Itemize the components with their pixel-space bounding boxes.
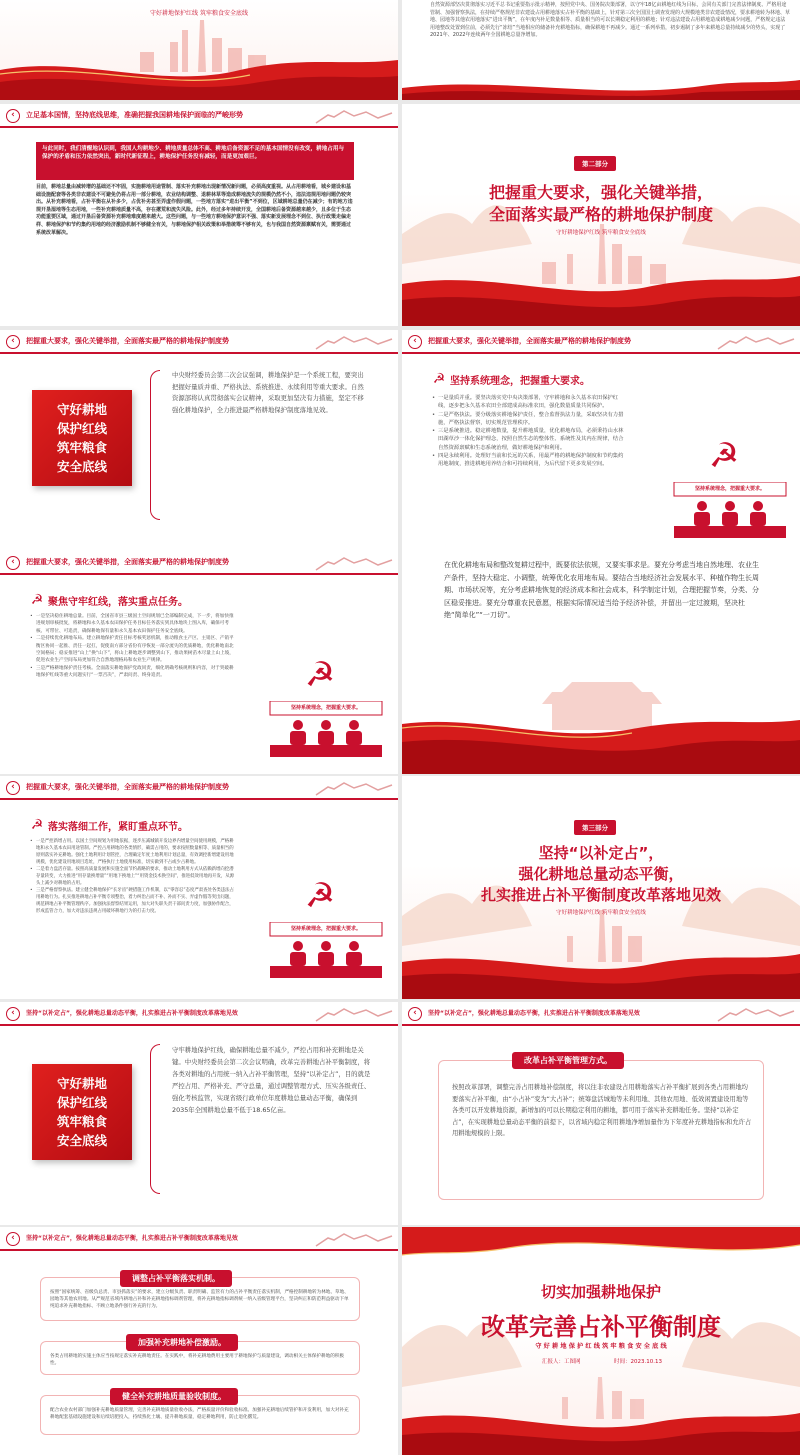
bracket-decoration	[150, 1044, 160, 1194]
slogan-line: 筑牢粮食	[56, 1114, 107, 1129]
closing-subtitle: 守 好 耕 地 保 护 红 线 筑 牢 粮 食 安 全 底 线	[535, 1343, 667, 1350]
slide-header	[0, 1002, 398, 1026]
part-subtitle: 守好耕地保护红线 筑牢粮食安全底线	[556, 230, 646, 236]
tasks-list	[30, 613, 236, 680]
slogan-line: 守好耕地	[56, 1076, 107, 1091]
slide-text-continuation[interactable]	[402, 0, 800, 100]
list-item: • 一是坚决稳住耕地总量。目前，全国省市县三级国土空间规划已全部编制完成，下一步，将加快推进规划审核批复，将耕地和永久基本农田保护任务目标任务落实到具体地块上图入库，确保可考核、可带位、可追责，确保耕地保有量和永久基本农田保护任务安全底线。	[30, 613, 236, 635]
slide-header	[402, 1002, 800, 1026]
great-wall-icon	[314, 554, 394, 572]
slide-total-balance[interactable]	[0, 1002, 398, 1225]
back-arrow-icon[interactable]: ‹	[6, 1007, 20, 1021]
back-arrow-icon[interactable]: ‹	[408, 335, 422, 349]
podium-banner-text: 坚持系统理念，把握重大要求。	[694, 486, 765, 492]
great-wall-icon	[716, 333, 796, 351]
red-wave-decoration	[402, 70, 800, 100]
reform-text: 按照改革部署，调整完善占用耕地补偿制度，将以往非农建设占用耕地落实占补平衡扩展到各类占用耕地均要落实占补平衡，由“小占补”变为“大占补”；统筹盘活城地等未利用地、其他农用地、低效闲置建设用地等各类可以开发耕地资源，新增加的可以长期稳定利用的耕地，都可用于落实补充耕地任务。坚持“以补定占”，在实现耕地总量动态平衡的前提下，以省域内稳定利用耕地净增加量作为下年度补充耕地指标和允许占用耕地规模的上限。	[452, 1084, 752, 1137]
party-emblem-icon: ☭	[30, 592, 44, 608]
slogan-line: 保护红线	[56, 1095, 107, 1110]
continuation-text: 自然资源部坚决贯彻落实习近平总书记重要指示批示精神，按照党中央、国务院决策部署，以守牢18亿亩耕地红线为目标，会同有关部门完善法律制度、严格用途管制、加强督察执法，在持续严格规范非农建设占用耕地落实占补平衡的基础上，针对第三次全国国土调查发现的大规模地类非农建设情况，要求耕地转为林地、草地、园地等其他农用地落实“进出平衡”，在年度内补足数量相等、质量相当的可以长期稳定利用的耕地；针对违法建设占用耕地造成耕地减少问题，严格规定违法用地整改处置到位前，必须先行“冻结”当地相应的储备补充耕地指标，确保耕地不再减少。通过一系列举措，初步遏制了多年来耕地总量持续减少的势头，实现了2021年、2022年连续两年全国耕地总量净增加。	[430, 2, 791, 39]
back-arrow-icon[interactable]: ‹	[6, 335, 20, 349]
header-title: 把握重大要求，强化关键举措，全面落实最严格的耕地保护制度势	[26, 783, 229, 791]
date-label: 时间：2023.10.13	[614, 1359, 662, 1365]
cover-subtitle: 守好耕地保护红线 筑牢粮食安全底线	[150, 10, 248, 17]
list-item: • 三是严格耕地保护责任考核。全面落实耕地保护党政同责，细化明确考核规则和内容，对于突破耕地保护红线等重大问题实行“一票否决”，严肃问责、终身追责。	[30, 665, 236, 680]
great-wall-icon	[314, 779, 394, 797]
balance-text: 守牢耕地保护红线，确保耕地总量不减少，严控占用和补充耕地是关键。中央财经委员会第二次会议明确，改革完善耕地占补平衡制度，将各类对耕地的占用统一纳入占补平衡管理，坚持“以补定占”，目的就是严控占用、严格补充、严守总量，通过调整管理方式、压实各级责任、强化考核监管，实现省级行政单位年度耕地总量动态平衡，确保到2035年全国耕地总量不低于18.65亿亩。	[172, 1046, 371, 1114]
list-item: • 四是永续利用。处理好当前和长远的关系，用最严格的耕地保护制度和节约集约用地制度，推进耕地用养结合和可持续利用，为后代留下更多发展空间。	[432, 452, 628, 469]
header-title: 把握重大要求，强化关键举措，全面落实最严格的耕地保护制度势	[428, 337, 631, 345]
slide-header	[0, 330, 398, 354]
part-title-line3: 扎实推进占补平衡制度改革落地见效	[480, 886, 721, 904]
list-item: • 二是严格执法。要分级落实耕地保护责任，整合监督执法力量，采取坚决有力措施，严格执法督察，切实规范管理秩序。	[432, 411, 628, 428]
part-label: 第三部分	[574, 820, 616, 835]
header-title: 坚持“以补定占”，强化耕地总量动态平衡，扎实推进占补平衡制度改革落地见效	[26, 1235, 238, 1242]
header-title: 立足基本国情，坚持底线思维，准确把握我国耕地保护面临的严峻形势	[26, 111, 243, 119]
section-title: 落实落细工作，紧盯重点环节。	[48, 822, 188, 833]
reporter-label: 汇报人：工图网	[542, 1359, 581, 1365]
slogan-line: 筑牢粮食	[56, 440, 107, 455]
section-pill: 健全补充耕地质量验收制度。	[110, 1388, 238, 1405]
header-title: 把握重大要求，强化关键举措，全面落实最严格的耕地保护制度势	[26, 558, 229, 566]
podium-banner-text: 坚持系统理念，把握重大要求。	[290, 926, 361, 932]
slide-header	[0, 776, 398, 800]
highlight-banner	[36, 142, 354, 180]
great-wall-icon	[314, 1005, 394, 1023]
great-wall-icon	[314, 333, 394, 351]
slogan-box	[32, 1064, 132, 1160]
part-title-line1: 坚持“以补定占”，	[538, 844, 664, 862]
podium-banner-text: 坚持系统理念，把握重大要求。	[290, 705, 361, 711]
highlight-text: 与此同时，我们清醒地认识到，我国人均耕地少、耕地质量总体不高、耕地后备资源不足的基本国情没有改变，耕地占用与保护的矛盾和压力依然突出，新时代新征程上，耕地保护任务没有减轻，而是更加艰巨。	[42, 146, 345, 160]
slide-key-tasks[interactable]	[0, 551, 398, 774]
back-arrow-icon[interactable]: ‹	[408, 1007, 422, 1021]
links-list	[30, 838, 236, 915]
slide-reform-management[interactable]	[402, 1002, 800, 1225]
tiananmen-wave-illustration	[402, 674, 800, 774]
list-item: • 三是严格督察执法。建立健全耕地保护“长牙齿”硬措施工作机制，以“零容忍”态度严肃查处各类违法占用耕地行为。扎实推进耕地占补平衡专项整治，着力纠治占而不补、补而不实、弄虚作假等突出问题，规范耕地占补平衡管理秩序。加强执法督察结果运用，加大对失职失责干部问责力度，加强协作配合，形成监管合力，加大对违法违规占用破坏耕地行为的打击力度。	[30, 887, 236, 915]
party-emblem-icon: ☭	[432, 371, 446, 387]
closing-title-line2: 改革完善占补平衡制度	[481, 1313, 721, 1341]
slide-system-concept[interactable]	[402, 330, 800, 553]
slogan-line: 保护红线	[56, 421, 107, 436]
list-item: • 二是着力盘活存量。按照高质量发展和实施全面节约战略的要求，推动土地利用方式从依赖新增向挖潜存量转变，大力推进“用存量换增量”“用地下换地上”“用资金技术换空间”，推进低效用地再开发，从源头上减少对耕地的占用。	[30, 866, 236, 887]
section-text: 配合农业农村部门加强补充耕地质量管理，完善补充耕地质量验收办法，严格质量评价和验收标准。加强补充耕地后续管护和开发利用，加大对补充耕地配套基础设施建设和后续培肥投入，持续熟化土壤、提升耕地质量，稳定耕地利用，防止退化撂荒。	[50, 1408, 349, 1421]
party-emblem-large-icon: ☭	[304, 876, 336, 916]
section-text: 各类占用耕地的实施主体应当按规定落实补充耕地责任。在实践中，将补充耕地费用主要用于耕地保护与质量建设，调动相关主体保护耕地的积极性。	[50, 1354, 345, 1367]
section-text: 按照“国家统筹、省级负总责、市县抓落实”的要求，建立分级负责、职责明确、监管有力的占补平衡责任落实机制，严格控制耕地转为林地、草地、园地等其他农用地。从严规范省域内耕地占补和补充耕地指标调剂管理，将补充耕地指标调剂统一纳入省级管理平台，坚决纠正和防范利益驱动下单纯追求补充耕地指标、不顾立地条件强行补充的行为。	[50, 1290, 349, 1310]
section-title: 坚持系统理念，把握重大要求。	[450, 376, 590, 387]
party-emblem-icon: ☭	[30, 817, 44, 833]
part-subtitle: 守好耕地保护红线 筑牢粮食安全底线	[556, 910, 646, 916]
part-title-line2: 全面落实最严格的耕地保护制度	[488, 205, 713, 224]
list-item: • 一是严控新增占用。以国土空间规划为用地依据，逐步压减城镇开发边界内增量空间使用规模，严格耕地和永久基本农田用途管制。严控占用耕地的各类情形，确需占用的，要求按照数量相等、质量相当的原则落实补充耕地。强化土地利用计划管控，合理确定年度土地利用计划总量，有效调控新增建设用地规模，优化建设用地项目选址，严格执行土地使用标准，切实做到不占或少占耕地。	[30, 838, 236, 866]
slide-header	[0, 104, 398, 128]
list-item: • 二是持续优化耕地布局。建立耕地保护责任目标考核奖惩机制，推动粮食主产区、主销区、产销平衡区协同一起推、责任一起扛，促使南方部分省份有序恢复一部分流失的优质耕地，优化耕地南北空间格局；稳妥推进“山上”换“山下”，将山上耕地逐步调整到山下，推动果树苗木尽量上山上坡，促进农业生产空间布局更加符合自然地理格局和农业生产规律。	[30, 635, 236, 665]
section-pill: 改革占补平衡管理方式。	[512, 1052, 624, 1069]
great-wall-icon	[314, 1230, 394, 1248]
slide-situation[interactable]	[0, 104, 398, 326]
slide-implementation-mechanisms[interactable]	[0, 1227, 398, 1455]
party-emblem-large-icon: ☭	[708, 436, 740, 476]
slide-key-links[interactable]	[0, 776, 398, 999]
back-arrow-icon[interactable]: ‹	[6, 109, 20, 123]
requirements-list	[432, 394, 628, 469]
great-wall-icon	[716, 1005, 796, 1023]
header-title: 把握重大要求，强化关键举措，全面落实最严格的耕地保护制度势	[26, 337, 229, 345]
slide-closing-cover[interactable]	[402, 1227, 800, 1455]
layout-text: 在优化耕地布局和整改复耕过程中，既要依法依规，又要实事求是。要充分考虑当地自然地理、农业生产条件，坚持大稳定、小调整，统筹优化农用地布局。要结合当地经济社会发展水平、种植作物生长周期、市场状况等，充分考虑耕地恢复的经济成本和社会成本，科学制定计划，合理把握节奏，分类、分区稳妥推进。要充分尊重农民意愿，根据实际情况适当给予经济补偿，并留出一定过渡期，坚决杜绝“简单化”“一刀切”。	[444, 561, 759, 619]
back-arrow-icon[interactable]: ‹	[6, 1232, 20, 1246]
slide-layout-optimization[interactable]	[402, 551, 800, 774]
section-pill: 加强补充耕地补偿激励。	[126, 1334, 238, 1351]
slide-cover-top[interactable]	[0, 0, 398, 100]
slide-part-three-cover[interactable]	[402, 776, 800, 999]
slogan-line: 安全底线	[56, 1133, 107, 1148]
section-pill: 调整占补平衡落实机制。	[120, 1270, 232, 1287]
list-item: • 三是系统推进。稳定耕地数量，提升耕地质量，优化耕地布局，必须秉持山水林田湖草沙一体化保护理念，按照自然生态的整体性、系统性及其内在规律，结合自然资源禀赋和生态系统治理，做好耕地保护和利用。	[432, 427, 628, 452]
slogan-box	[32, 390, 132, 486]
situation-body: 目前，耕地总量由减转增的基础还不牢固，实施耕地用途管制、落实补充耕地出现新情况新问题，必须高度重视。从占用耕地看，城乡建设和基础设施配套等各类非农建设不可避免仍将占用一部分耕地，农业结构调整、退耕林草等造成耕地流失的规模仍然不小，违法违规用地问题仍较突出。从补充耕地看，占补平衡在从补多少，占优补劣甚至弄虚作假问题，一些地方落实“进出平衡”不到位，区域耕地总量仍在减少；有的地方违规开垦湿地等生态用地，一些补充耕地质量不高，存在撂荒和流失风险。此外，经过多年持续开发，全国耕地后备资源越来越少，且多位于生态功能重要区域，通过开垦后备资源补充耕地难度越来越大。这些问题，与一些地方耕地保护意识不强、落实新发展理念不到位、执行政策走偏走样、耕地保护和节约集约用地的经济激励机制不够健全有关，与耕地保护相关政策和举措统筹不够有关，也与我国自然资源禀赋有关，需要通过系统改革解决。	[36, 184, 353, 236]
back-arrow-icon[interactable]: ‹	[6, 781, 20, 795]
section-title: 聚焦守牢红线，落实重点任务。	[48, 597, 188, 608]
back-arrow-icon[interactable]: ‹	[6, 556, 20, 570]
slogan-line: 守好耕地	[56, 402, 107, 417]
slide-header	[0, 1227, 398, 1251]
slide-header	[402, 330, 800, 354]
slogan-line: 安全底线	[56, 459, 107, 474]
header-title: 坚持“以补定占”，强化耕地总量动态平衡，扎实推进占补平衡制度改革落地见效	[428, 1010, 640, 1017]
part-title-line1: 把握重大要求，强化关键举措，	[488, 183, 713, 202]
requirements-text: 中央财经委员会第二次会议强调，耕地保护是一个系统工程，要突出把握好量质并重、严格执法、系统推进、永续利用等重大要求。自然资源部将认真贯彻落实会议精神，采取更加坚决有力措施，坚定不移强化耕地保护，全力推进最严格耕地保护制度落地见效。	[172, 371, 364, 414]
city-skyline-illustration	[0, 0, 398, 100]
part-title-line2: 强化耕地总量动态平衡，	[518, 865, 684, 883]
part-label: 第二部分	[574, 156, 616, 171]
closing-title-line1: 切实加强耕地保护	[540, 1283, 661, 1301]
bracket-decoration	[150, 370, 160, 520]
slide-header	[0, 551, 398, 575]
party-emblem-large-icon: ☭	[304, 655, 336, 695]
great-wall-icon	[314, 107, 394, 125]
slide-part-two-cover[interactable]	[402, 104, 800, 326]
header-title: 坚持“以补定占”，强化耕地总量动态平衡，扎实推进占补平衡制度改革落地见效	[26, 1010, 238, 1017]
slide-requirements-intro[interactable]	[0, 330, 398, 553]
list-item: • 一是量质并重。要坚决落实党中央决策部署，守牢耕地和永久基本农田保护红线，逐步把永久基本农田全部建成高标准农田，强化数量质量共同保护。	[432, 394, 628, 411]
